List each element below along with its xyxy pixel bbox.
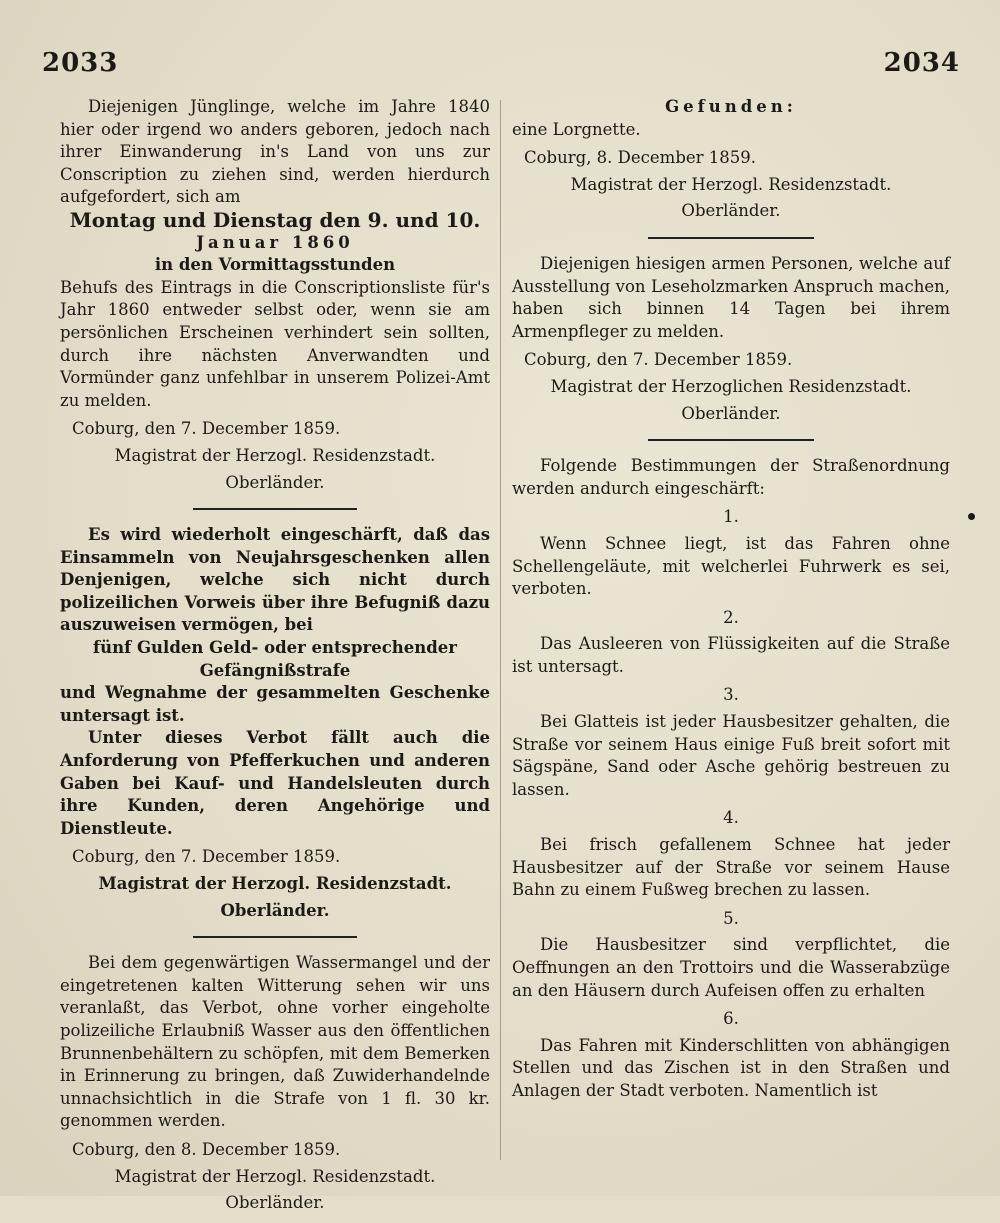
page-number-right: 2034 xyxy=(883,48,960,78)
conscription-body: Behufs des Eintrags in die Conscriptionsliste für's Jahr 1860 entweder selbst oder, wenn sie am persönlichen Erscheinen verhindert sein sollten, durch ihre nächsten Anverwandten und Vormünder ganz unfehlbar in unserem Polizei-Amt zu melden. xyxy=(60,277,490,410)
rule-number: 1. xyxy=(723,507,739,527)
newyear-name: Oberländer. xyxy=(220,900,330,920)
rule-text: Die Hausbesitzer sind verpflichtet, die Oeffnungen an den Trottoirs und die Wasserabzüge an den Häusern durch Aufeisen offen zu erhalten xyxy=(512,935,950,1000)
found-date: Coburg, 8. December 1859. xyxy=(524,148,757,168)
wood-name: Oberländer. xyxy=(681,403,781,423)
found-signature: Magistrat der Herzogl. Residenzstadt. xyxy=(570,174,892,194)
found-item: eine Lorgnette. xyxy=(512,119,641,139)
found-name: Oberländer. xyxy=(681,201,781,221)
found-heading: Gefunden: xyxy=(665,97,797,116)
water-notice xyxy=(60,952,490,1215)
water-date: Coburg, den 8. December 1859. xyxy=(72,1139,341,1159)
wood-signature: Magistrat der Herzoglichen Residenzstadt. xyxy=(550,376,912,396)
newyear-body2: Unter dieses Verbot fällt auch die Anforderung von Pfefferkuchen und anderen Gaben bei Kauf- und Handelsleuten durch ihre Kunden, deren Angehörige und Dienstleute. xyxy=(60,728,490,838)
newyear-body1: und Wegnahme der gesammelten Geschenke untersagt ist. xyxy=(60,683,490,725)
conscription-dates-line2: Januar 1860 xyxy=(196,232,354,252)
newyear-intro: Es wird wiederholt eingeschärft, daß das Einsammeln von Neujahrsgeschenken allen Denjenigen, welche sich nicht durch polizeilichen Vorweis über ihre Befugniß dazu auszuweisen vermögen, bei xyxy=(60,525,490,635)
column-divider xyxy=(500,100,501,1160)
wood-date: Coburg, den 7. December 1859. xyxy=(524,350,793,370)
found-notice xyxy=(512,96,950,223)
right-column xyxy=(512,96,950,1111)
conscription-intro: Diejenigen Jünglinge, welche im Jahre 1840 hier oder irgend wo anders geboren, jedoch nach ihrer Einwanderung in's Land von uns zur Conscription zu ziehen sind, werden hierdurch aufgefordert, sich am xyxy=(60,97,490,207)
water-body: Bei dem gegenwärtigen Wassermangel und der eingetretenen kalten Witterung sehen wir uns veranlaßt, das Verbot, ohne vorher eingeholte polizeiliche Erlaubniß Wasser aus den öffentlichen Brunnenbehältern zu schöpfen, mit dem Bemerken in Erinnerung zu bringen, daß Zuwiderhandelnde unnachsichtlich in die Strafe von 1 fl. 30 kr. genommen werden. xyxy=(60,953,490,1131)
rule-number: 5. xyxy=(723,908,739,928)
water-signature: Magistrat der Herzogl. Residenzstadt. xyxy=(114,1166,436,1186)
water-name: Oberländer. xyxy=(225,1193,325,1213)
section-rule xyxy=(648,237,814,239)
conscription-notice xyxy=(60,96,490,494)
rule-number: 6. xyxy=(723,1009,739,1029)
left-column xyxy=(60,96,490,1223)
section-rule xyxy=(648,439,814,441)
rule-number: 2. xyxy=(723,607,739,627)
newyear-penalty-line2: Gefängnißstrafe xyxy=(199,660,351,680)
rule-text: Bei Glatteis ist jeder Hausbesitzer gehalten, die Straße vor seinem Haus einige Fuß breit sofort mit Sägspäne, Sand oder Asche gehörig bestreuen zu lassen. xyxy=(512,712,950,799)
conscription-signature: Magistrat der Herzogl. Residenzstadt. xyxy=(114,445,436,465)
conscription-name: Oberländer. xyxy=(225,472,325,492)
newyear-signature: Magistrat der Herzogl. Residenzstadt. xyxy=(98,874,452,893)
page-number-left: 2033 xyxy=(42,48,119,78)
rule-text: Wenn Schnee liegt, ist das Fahren ohne Schellengeläute, mit welcherlei Fuhrwerk es sei, verboten. xyxy=(512,533,950,599)
rule-text: Bei frisch gefallenem Schnee hat jeder Hausbesitzer auf der Straße vor seinem Hause Bahn zu einem Fußweg brechen zu lassen. xyxy=(512,835,950,900)
newyear-penalty-line1: fünf Gulden Geld- oder entsprechender xyxy=(93,638,457,658)
rule-number: 3. xyxy=(723,685,739,705)
section-rule xyxy=(193,508,356,510)
newyear-date: Coburg, den 7. December 1859. xyxy=(72,847,341,867)
street-order-notice xyxy=(512,455,950,1102)
rule-number: 4. xyxy=(723,808,739,828)
newyear-gifts-notice xyxy=(60,524,490,922)
wood-notice xyxy=(512,253,950,425)
rule-text: Das Fahren mit Kinderschlitten von abhängigen Stellen und das Zischen ist in den Straßen und Anlagen der Stadt verboten. Namentlich ist xyxy=(512,1035,950,1100)
ink-dot-mark xyxy=(968,513,975,520)
section-rule xyxy=(193,936,356,938)
street-intro: Folgende Bestimmungen der Straßenordnung werden andurch eingeschärft: xyxy=(512,456,950,498)
wood-body: Diejenigen hiesigen armen Personen, welche auf Ausstellung von Leseholzmarken Anspruch machen, haben sich binnen 14 Tagen bei ihrem Armenpfleger zu melden. xyxy=(512,253,950,341)
conscription-dates-line3: in den Vormittagsstunden xyxy=(154,255,396,275)
conscription-date: Coburg, den 7. December 1859. xyxy=(72,419,341,439)
conscription-dates-line1: Montag und Dienstag den 9. und 10. xyxy=(69,207,481,232)
rule-text: Das Ausleeren von Flüssigkeiten auf die Straße ist untersagt. xyxy=(512,634,950,676)
